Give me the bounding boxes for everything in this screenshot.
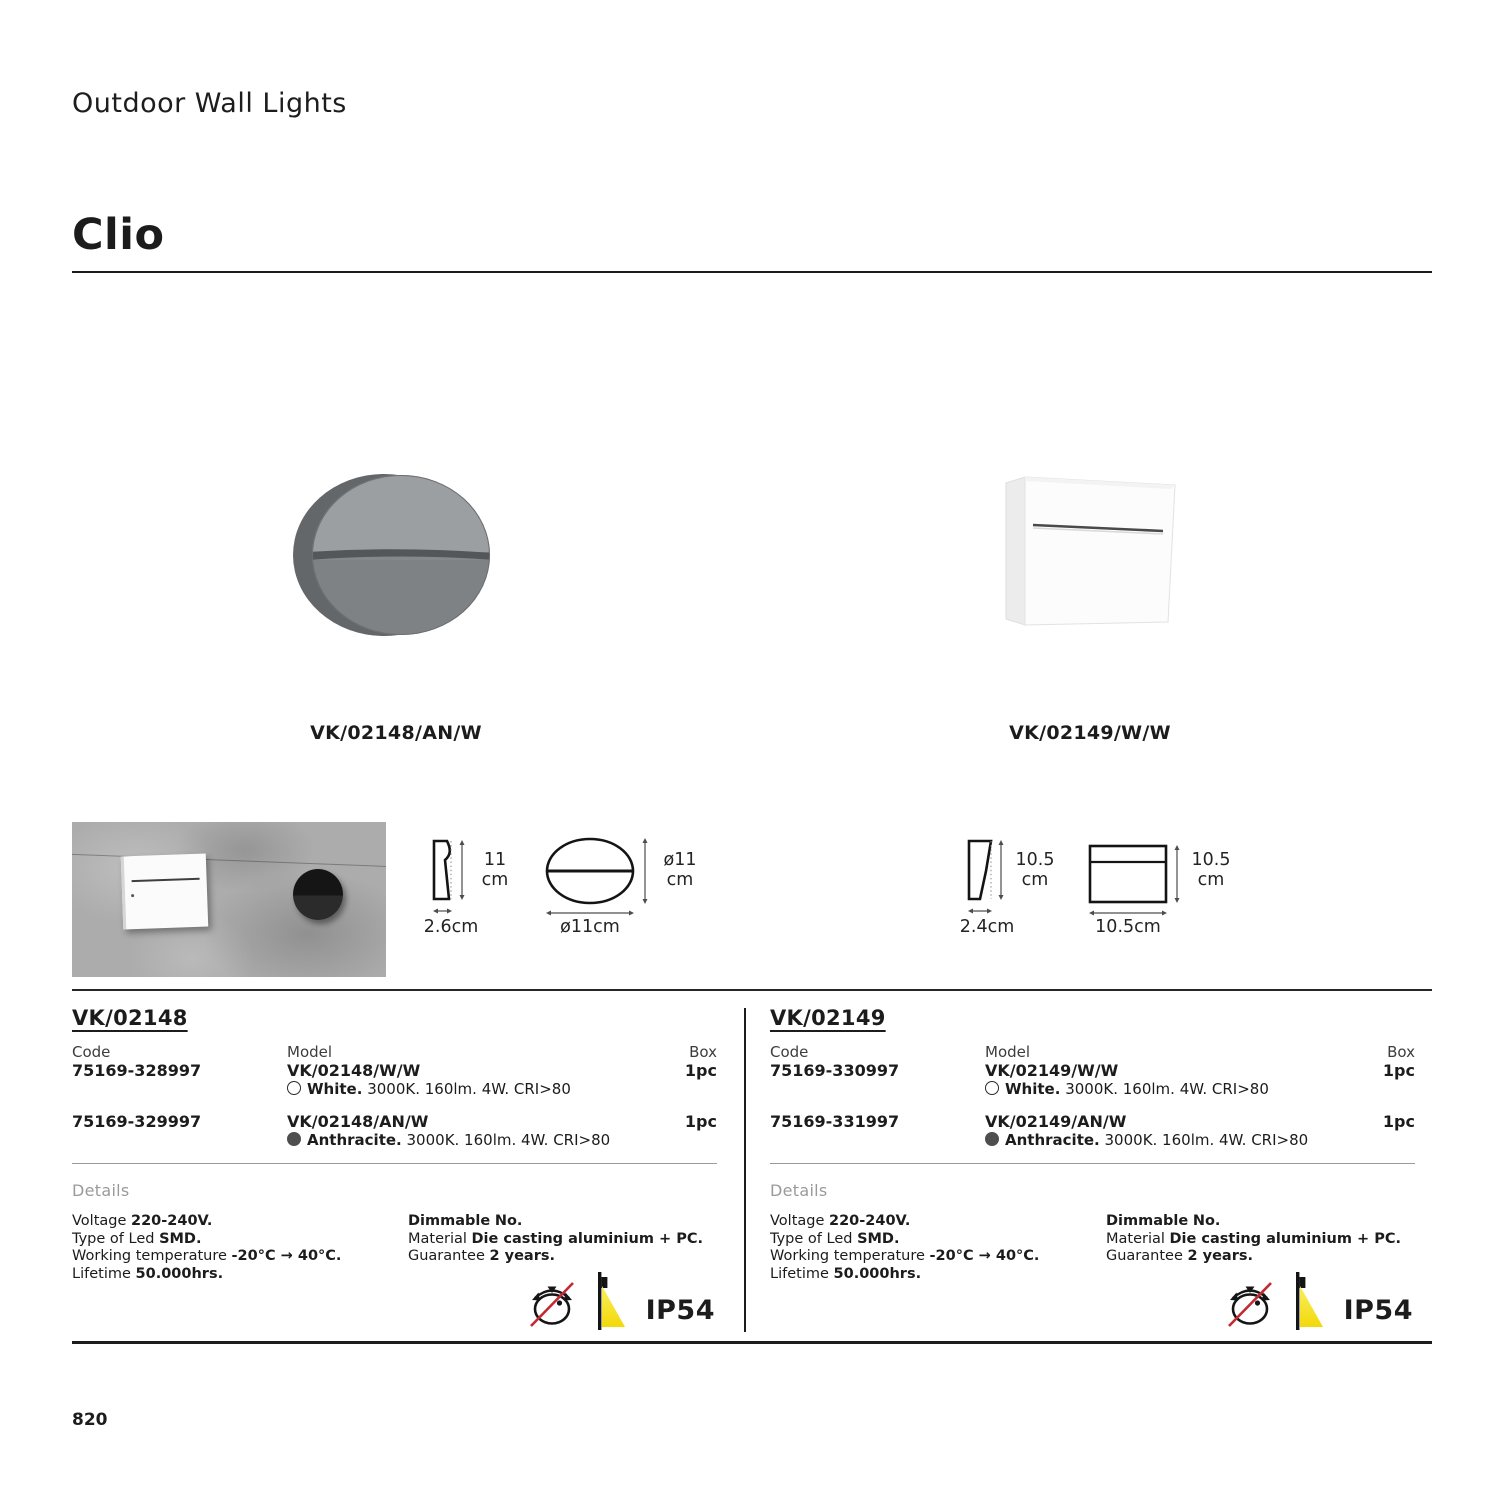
row-finish-specs: White. 3000K. 160lm. 4W. CRI>80: [287, 1080, 717, 1099]
details-right-column: Dimmable No. Material Die casting aluminium + PC. Guarantee 2 years.: [1106, 1213, 1401, 1264]
table-row: [72, 1112, 717, 1131]
details-title: Details: [770, 1181, 828, 1200]
product-table-vk02149: [770, 1006, 1415, 1338]
product-image-square-white: [998, 473, 1183, 635]
photo-round-light: [293, 869, 343, 920]
white-finish-swatch-icon: [985, 1081, 999, 1095]
anthracite-finish-swatch-icon: [287, 1132, 301, 1146]
row-model: VK/02149/AN/W: [985, 1112, 1127, 1131]
row-code: 75169-331997: [770, 1112, 900, 1131]
not-dimmable-icon: [526, 1276, 578, 1330]
diameter-dimension-label: ø11 cm: [663, 850, 697, 890]
photo-crack-line: [72, 854, 386, 868]
height-dimension-label: 10.5 cm: [1191, 850, 1231, 890]
ip-rating: IP54: [1343, 1295, 1413, 1326]
table-row: [72, 1061, 717, 1080]
depth-dimension-label: 2.4cm: [959, 917, 1015, 937]
details-separator: [770, 1163, 1415, 1164]
row-box: 1pc: [684, 1061, 717, 1080]
table-title: VK/02149: [770, 1006, 886, 1030]
table-header-row: [770, 1043, 1415, 1061]
section-divider-bottom: [72, 1341, 1432, 1344]
column-divider: [744, 1008, 746, 1332]
header-code: Code: [72, 1043, 111, 1061]
row-finish-specs: White. 3000K. 160lm. 4W. CRI>80: [985, 1080, 1415, 1099]
header-model: Model: [287, 1043, 333, 1061]
photo-square-light-slot: [132, 878, 199, 882]
product-caption: VK/02148/AN/W: [310, 722, 482, 744]
details-left-column: Voltage 220-240V. Type of Led SMD. Working temperature -20°C → 40°C. Lifetime 50.000hrs.: [770, 1213, 1040, 1282]
row-finish-specs: Anthracite. 3000K. 160lm. 4W. CRI>80: [985, 1131, 1415, 1150]
row-finish-specs: Anthracite. 3000K. 160lm. 4W. CRI>80: [287, 1131, 717, 1150]
table-row: [770, 1112, 1415, 1131]
height-dimension-label: 11 cm: [481, 850, 509, 890]
row-box: 1pc: [684, 1112, 717, 1131]
white-finish-swatch-icon: [287, 1081, 301, 1095]
photo-square-light: [121, 854, 208, 930]
details-separator: [72, 1163, 717, 1164]
details-right-column: Dimmable No. Material Die casting aluminium + PC. Guarantee 2 years.: [408, 1213, 703, 1264]
header-box: Box: [689, 1043, 717, 1061]
product-table-vk02148: [72, 1006, 717, 1338]
details-title: Details: [72, 1181, 130, 1200]
details-left-column: Voltage 220-240V. Type of Led SMD. Working temperature -20°C → 40°C. Lifetime 50.000hrs.: [72, 1213, 342, 1282]
installation-photo: [72, 822, 386, 977]
product-image-round-anthracite: [288, 473, 493, 642]
header-model: Model: [985, 1043, 1031, 1061]
header-code: Code: [770, 1043, 809, 1061]
row-model: VK/02149/W/W: [985, 1061, 1119, 1080]
depth-dimension-label: 2.6cm: [423, 917, 479, 937]
anthracite-finish-swatch-icon: [985, 1132, 999, 1146]
dimension-diagram-front-square: [1080, 833, 1280, 943]
wall-washer-beam-icon: [1293, 1272, 1327, 1330]
feature-icons-row: [1224, 1272, 1413, 1330]
category-title: Outdoor Wall Lights: [72, 88, 347, 119]
ip-rating: IP54: [645, 1295, 715, 1326]
table-title: VK/02148: [72, 1006, 188, 1030]
page-number: 820: [72, 1410, 108, 1430]
width-dimension-label: 10.5cm: [1095, 917, 1161, 937]
height-dimension-label: 10.5 cm: [1015, 850, 1055, 890]
not-dimmable-icon: [1224, 1276, 1276, 1330]
page-title: Clio: [72, 210, 165, 260]
photo-square-light-screw: [131, 894, 134, 897]
table-row: [770, 1061, 1415, 1080]
row-box: 1pc: [1382, 1112, 1415, 1131]
dimension-diagram-front-round: [545, 833, 745, 943]
width-dimension-label: ø11cm: [560, 917, 620, 937]
header-box: Box: [1387, 1043, 1415, 1061]
section-divider-top: [72, 989, 1432, 991]
wall-washer-beam-icon: [595, 1272, 629, 1330]
product-caption: VK/02149/W/W: [1009, 722, 1171, 744]
row-code: 75169-329997: [72, 1112, 202, 1131]
feature-icons-row: [526, 1272, 715, 1330]
row-box: 1pc: [1382, 1061, 1415, 1080]
row-model: VK/02148/W/W: [287, 1061, 421, 1080]
row-model: VK/02148/AN/W: [287, 1112, 429, 1131]
title-divider: [72, 271, 1432, 273]
row-code: 75169-330997: [770, 1061, 900, 1080]
table-header-row: [72, 1043, 717, 1061]
row-code: 75169-328997: [72, 1061, 202, 1080]
